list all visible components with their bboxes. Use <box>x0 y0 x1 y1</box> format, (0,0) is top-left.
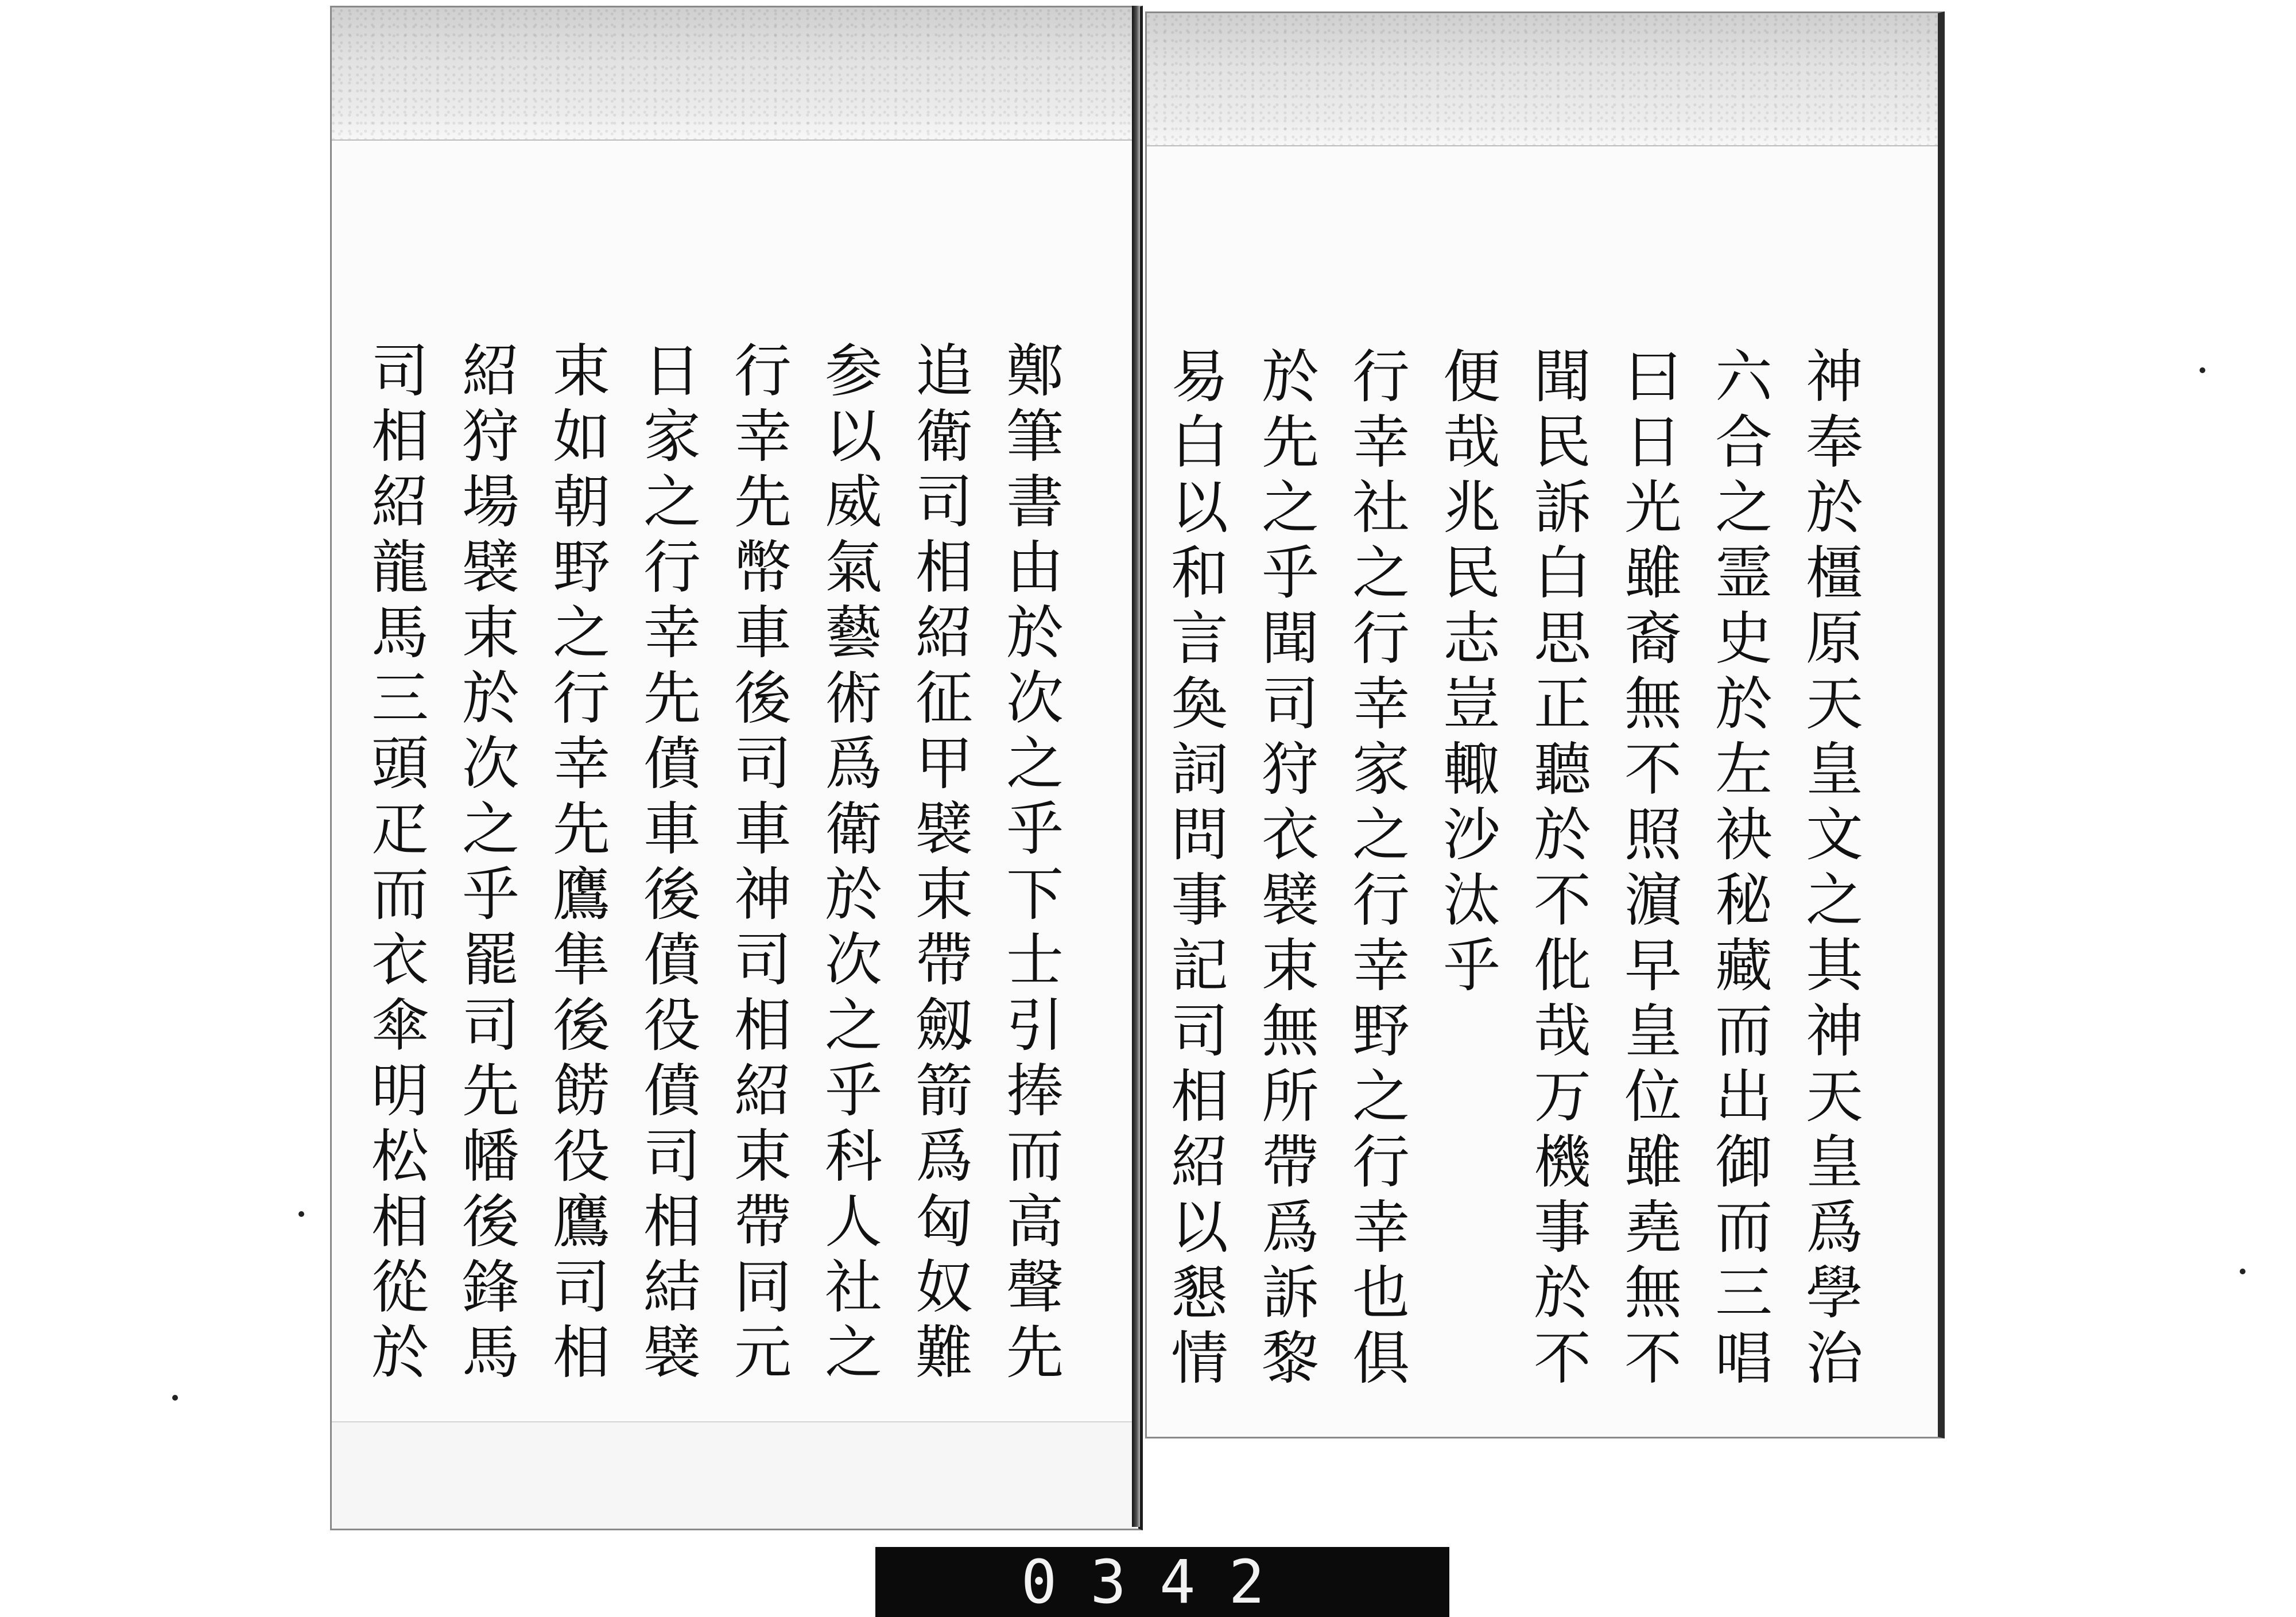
text-column: 行幸社之行幸家之行幸野之行幸也俱 <box>1343 346 1410 1393</box>
frame-number: 0342 <box>1021 1547 1298 1617</box>
text-column: 聞民訴白思正聽於不仳哉万機事於不 <box>1524 346 1591 1393</box>
text-column: 曰日光雖裔無不照濵早皇位雖堯無不 <box>1615 346 1682 1393</box>
book-gutter <box>1132 6 1140 1527</box>
left-page-text <box>352 340 1075 1387</box>
scan-speck <box>2240 1269 2245 1274</box>
text-column: 追衛司相紹征甲襞束帶劔箭爲匈奴難 <box>906 340 973 1387</box>
scan-speck <box>298 1211 304 1217</box>
text-column: 於先之乎聞司狩衣襞束無所帶爲訴黎 <box>1252 346 1319 1393</box>
text-column: 便哉兆民志豈輙沙汰乎 <box>1433 346 1500 1001</box>
text-column: 六合之霊史於左袂秘藏而出御而三唱 <box>1705 346 1773 1393</box>
left-page-header-band <box>332 7 1138 141</box>
text-column: 易白以和言奐詞問事記司相紹以懇情 <box>1161 346 1228 1393</box>
text-column: 束如朝野之行幸先鷹隼後餝役鷹司相 <box>543 340 610 1387</box>
scan-speck <box>2200 367 2205 373</box>
text-column: 神奉於橿原天皇文之其神天皇爲學治 <box>1796 346 1863 1393</box>
text-column: 行幸先幣車後司車神司相紹束帶同元 <box>724 340 792 1387</box>
text-column: 参以威氣藝術爲衛於次之乎科人社之 <box>815 340 882 1387</box>
text-column: 紹狩場襞束於次之乎罷司先幡後鋒馬 <box>452 340 519 1387</box>
right-page-header-band <box>1147 13 1938 146</box>
text-column: 日家之行幸先僨車後僨役僨司相結襞 <box>634 340 701 1387</box>
left-page-footer-band <box>332 1421 1138 1529</box>
text-column: 鄭筆書由於次之乎下士引捧而高聲先 <box>996 340 1064 1387</box>
scan-speck <box>172 1395 178 1401</box>
right-page-text <box>1161 346 1875 1393</box>
left-page <box>330 6 1143 1530</box>
right-page <box>1145 11 1945 1438</box>
text-column: 司相紹龍馬三頭疋而衣傘明松相從於 <box>362 340 429 1387</box>
